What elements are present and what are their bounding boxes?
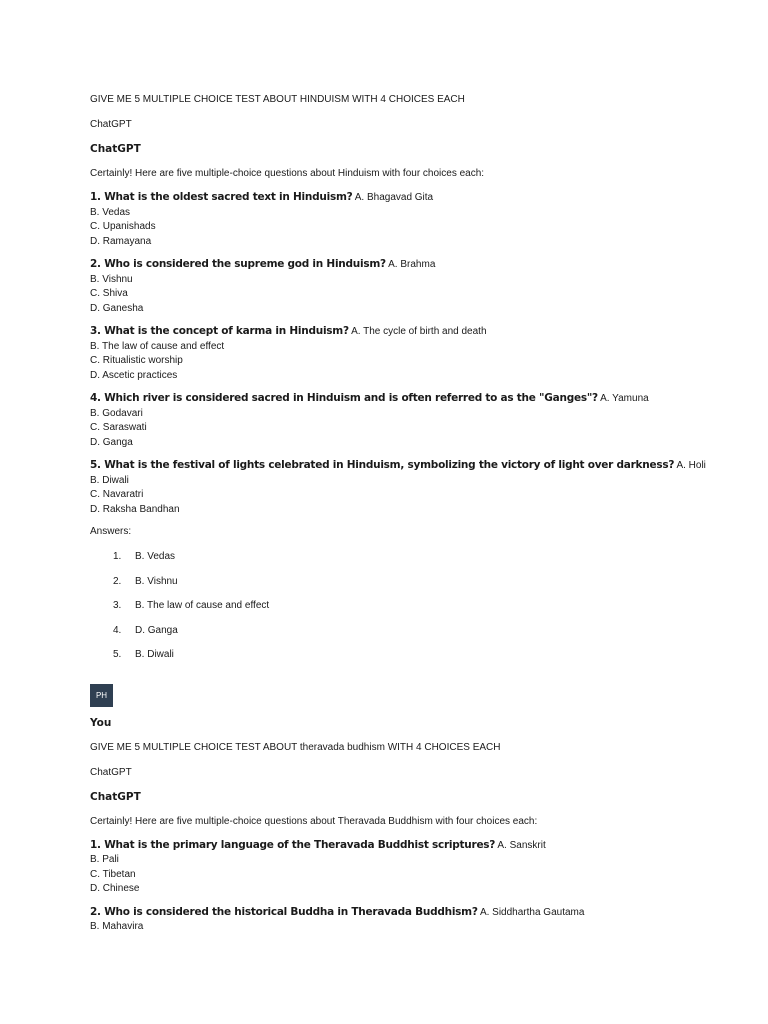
choice-b: B. Godavari xyxy=(90,407,143,419)
question-block xyxy=(90,838,730,897)
choice-d: D. Ascetic practices xyxy=(90,369,178,381)
question-line xyxy=(90,458,730,474)
answer-text: B. Vedas xyxy=(135,551,176,562)
choice-a: A. Brahma xyxy=(388,259,436,270)
question-text: 3. What is the concept of karma in Hinduism? xyxy=(90,325,349,337)
answer-item xyxy=(90,648,730,673)
question-line xyxy=(90,324,730,340)
question-block xyxy=(90,257,730,316)
question-line xyxy=(90,838,730,854)
question-text: 1. What is the primary language of the Theravada Buddhist scriptures? xyxy=(90,838,496,851)
question-line xyxy=(90,257,730,273)
answer-number: 3. xyxy=(113,600,122,611)
choice-a: A. The cycle of birth and death xyxy=(351,326,487,337)
user-prompt-theravada: GIVE ME 5 MULTIPLE CHOICE TEST ABOUT theravada budhism WITH 4 CHOICES EACH xyxy=(90,741,501,753)
answer-item xyxy=(90,550,730,575)
choice-d: D. Ramayana xyxy=(90,235,152,247)
question-block xyxy=(90,190,730,249)
question-text: 2. Who is considered the supreme god in Hinduism? xyxy=(90,258,386,270)
choice-a: A. Siddhartha Gautama xyxy=(479,906,585,918)
answer-text: B. Diwali xyxy=(135,649,174,660)
choice-d: D. Chinese xyxy=(90,883,140,894)
answers-label: Answers: xyxy=(90,526,132,537)
choice-a: A. Sanskrit xyxy=(497,839,546,851)
choice-c: C. Saraswati xyxy=(90,422,147,433)
choice-c: C. Navaratri xyxy=(90,489,144,500)
answer-text: D. Ganga xyxy=(135,624,178,636)
question-text: 1. What is the oldest sacred text in Hinduism? xyxy=(90,191,353,203)
assistant-intro: Certainly! Here are five multiple-choice questions about Theravada Buddhism with four choices each: xyxy=(90,815,538,827)
question-block xyxy=(90,905,730,935)
question-text: 4. Which river is considered sacred in Hinduism and is often referred to as the "Ganges"? xyxy=(90,392,598,404)
answer-item xyxy=(90,575,730,600)
answer-number: 5. xyxy=(113,649,122,660)
question-line xyxy=(90,905,730,921)
choice-b: B. The law of cause and effect xyxy=(90,340,225,352)
question-text: 5. What is the festival of lights celebrated in Hinduism, symbolizing the victory of light over darkness? xyxy=(90,459,675,471)
assistant-heading: ChatGPT xyxy=(90,143,141,155)
question-block xyxy=(90,391,730,450)
choice-b: B. Diwali xyxy=(90,474,129,486)
choice-c: C. Shiva xyxy=(90,288,128,299)
choice-c: C. Ritualistic worship xyxy=(90,355,183,366)
question-block xyxy=(90,458,730,517)
user-avatar: PH xyxy=(90,684,113,707)
choice-b: B. Mahavira xyxy=(90,921,144,932)
choice-a: A. Holi xyxy=(676,460,706,471)
answer-text: B. The law of cause and effect xyxy=(135,600,270,611)
question-line xyxy=(90,391,730,407)
choice-c: C. Upanishads xyxy=(90,221,156,232)
choice-d: D. Raksha Bandhan xyxy=(90,503,180,515)
question-text: 2. Who is considered the historical Buddha in Theravada Buddhism? xyxy=(90,905,478,918)
question-line xyxy=(90,190,730,206)
answer-item xyxy=(90,624,730,649)
answer-text: B. Vishnu xyxy=(135,575,178,587)
choice-d: D. Ganga xyxy=(90,436,133,448)
choice-d: D. Ganesha xyxy=(90,302,144,314)
choice-b: B. Vishnu xyxy=(90,273,133,285)
user-label: You xyxy=(90,716,112,729)
choice-a: A. Yamuna xyxy=(600,393,649,404)
user-prompt-hinduism: GIVE ME 5 MULTIPLE CHOICE TEST ABOUT HINDUISM WITH 4 CHOICES EACH xyxy=(90,94,465,105)
assistant-label: ChatGPT xyxy=(90,766,132,778)
assistant-intro: Certainly! Here are five multiple-choice questions about Hinduism with four choices each: xyxy=(90,168,485,179)
answer-item xyxy=(90,599,730,624)
choice-b: B. Vedas xyxy=(90,206,131,218)
choice-b: B. Pali xyxy=(90,854,119,865)
assistant-label: ChatGPT xyxy=(90,119,132,130)
choice-c: C. Tibetan xyxy=(90,868,136,880)
answer-number: 2. xyxy=(113,575,122,587)
answer-list xyxy=(90,550,730,673)
answer-number: 4. xyxy=(113,624,122,636)
question-block xyxy=(90,324,730,383)
answer-number: 1. xyxy=(113,551,122,562)
assistant-heading: ChatGPT xyxy=(90,790,141,803)
chat-transcript-page xyxy=(90,93,730,943)
choice-a: A. Bhagavad Gita xyxy=(354,192,434,203)
